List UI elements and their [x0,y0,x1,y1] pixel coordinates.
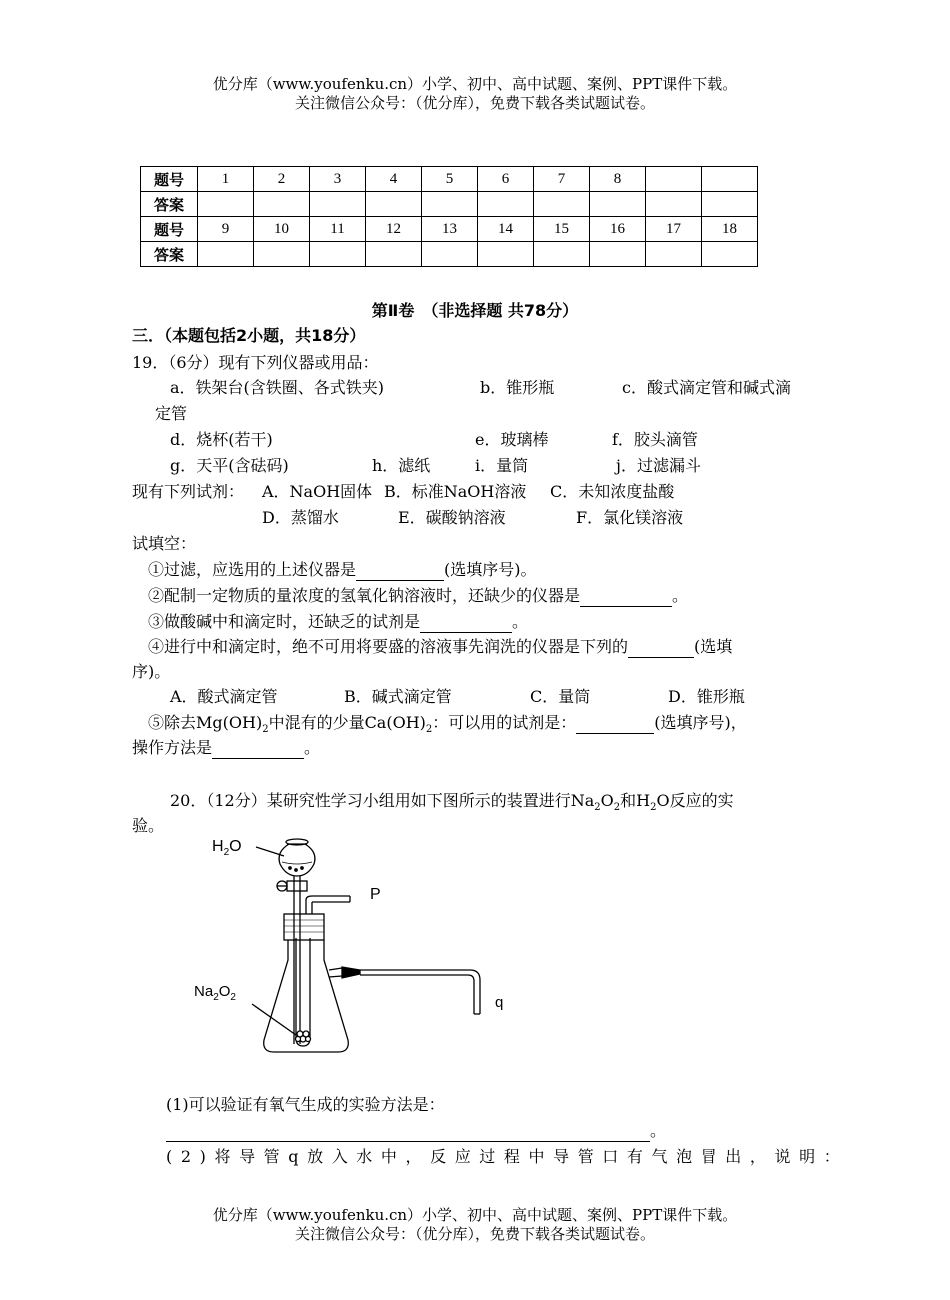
question-number-cell: 4 [366,167,422,192]
subscript: 2 [650,802,657,814]
side-arm [329,968,342,977]
question-number-cell: 2 [254,167,310,192]
q19-sub-1-text: ①过滤，应选用的上述仪器是 [148,560,357,579]
question-number-cell: 6 [478,167,534,192]
footer-line-1: 优分库（www.youfenku.cn）小学、初中、高中试题、案例、PPT课件下载。 [212,1206,738,1224]
q20-intro-a: 20．（12分）某研究性学习小组用如下图所示的装置进行Na [170,791,595,810]
question-number-cell: 10 [254,217,310,242]
q20-intro-c: 和H [620,791,651,810]
q20-intro-b: O [600,791,614,810]
question-number-cell: 7 [534,167,590,192]
q19-sub-2-end: 。 [672,586,689,605]
answer-cell[interactable] [198,242,254,267]
question-number-cell: 16 [590,217,646,242]
answer-blank[interactable] [576,713,654,734]
label-na2o2 [194,983,236,1003]
q19-sub-5-text-d: (选填序号)， [654,713,747,732]
question-number-cell: 15 [534,217,590,242]
answer-table [140,166,758,267]
q19-item-a: a．铁架台(含铁圈、各式铁夹) [170,378,385,397]
question-number-cell: 11 [310,217,366,242]
q19-reagent-c: C．未知浓度盐酸 [550,482,675,501]
header-line-2: 关注微信公众号：（优分库），免费下载各类试题试卷。 [294,94,655,112]
rubber-connector [342,967,360,978]
table-row [141,217,758,242]
q19-sub-4 [148,637,732,658]
label-p: P [370,886,381,903]
q19-reagents-prefix: 现有下列试剂： [132,482,245,501]
question-number-cell: 3 [310,167,366,192]
q19-item-j: j．过滤漏斗 [616,456,701,475]
answer-cell[interactable] [310,192,366,217]
q19-sub-4-end: (选填 [694,637,733,656]
q20-intro-d: O反应的实 [656,791,734,810]
liquid-level [282,862,312,864]
answer-cell[interactable] [366,242,422,267]
question-number-cell: 17 [646,217,702,242]
label-h2o [212,838,242,858]
q19-option-c: C．量筒 [530,687,591,706]
answer-cell[interactable] [422,192,478,217]
q20-intro-cont: 验。 [132,816,165,835]
question-number-cell: 18 [702,217,758,242]
table-row [141,167,758,192]
subscript: 2 [223,847,230,859]
label-h2o-a: H [212,838,224,855]
question-number-cell [702,167,758,192]
answer-cell[interactable] [198,192,254,217]
q19-sub-5-text-e: 操作方法是 [132,738,213,757]
q19-sub-3-text: ③做酸碱中和滴定时，还缺乏的试剂是 [148,612,421,631]
question-number-cell: 5 [422,167,478,192]
q19-sub-3 [148,612,528,633]
subscript: 2 [613,802,621,814]
q19-sub-2-text: ②配制一定物质的量浓度的氢氧化钠溶液时，还缺少的仪器是 [148,586,581,605]
answer-cell[interactable] [590,242,646,267]
question-number-cell: 1 [198,167,254,192]
question-number-cell: 8 [590,167,646,192]
q19-sub-2 [148,586,688,607]
subscript: 2 [230,992,236,1003]
q19-sub-3-end: 。 [512,612,529,631]
answer-blank[interactable] [628,637,694,658]
footer-line-2: 关注微信公众号：（优分库），免费下载各类试题试卷。 [294,1225,655,1243]
answer-cell[interactable] [534,242,590,267]
answer-blank[interactable] [420,612,512,633]
q19-sub-5-end: 。 [304,738,321,757]
q19-item-d: d．烧杯(若干) [170,430,273,449]
tube-q [360,970,480,1014]
q19-sub-1-end: (选填序号)。 [444,560,537,579]
q19-reagent-e: E．碳酸钠溶液 [398,508,506,527]
q20-intro [170,791,734,818]
q19-item-e: e．玻璃棒 [475,430,549,449]
q19-option-d: D．锥形瓶 [668,687,745,706]
q19-sub-5 [148,713,747,740]
row-label: 题号 [141,217,198,242]
q20-part-1-end: 。 [650,1121,667,1140]
q19-sub-4-text: ④进行中和滴定时，绝不可用将要盛的溶液事先润洗的仪器是下列的 [148,637,629,656]
question-number-cell: 12 [366,217,422,242]
answer-cell[interactable] [702,192,758,217]
label-na2o2-a: Na [194,983,214,1000]
answer-cell[interactable] [534,192,590,217]
leader-h2o [256,847,284,856]
answer-blank[interactable] [212,738,304,759]
q19-item-b: b．锥形瓶 [480,378,555,397]
question-number-cell: 14 [478,217,534,242]
answer-cell[interactable] [478,242,534,267]
q19-item-c: c．酸式滴定管和碱式滴 [622,378,791,397]
section-title: 第Ⅱ卷 （非选择题 共78分） [371,301,579,320]
stopcock [287,881,307,891]
answer-cell[interactable] [366,192,422,217]
answer-cell[interactable] [310,242,366,267]
q19-sub-5-text-b: 中混有的少量Ca(OH) [268,713,426,732]
q19-reagent-f: F．氯化镁溶液 [576,508,684,527]
q19-fill-prompt: 试填空： [132,534,197,553]
q19-reagent-b: B．标准NaOH溶液 [384,482,527,501]
q19-reagent-d: D．蒸馏水 [262,508,339,527]
question-number-cell [646,167,702,192]
rubber-stopper [284,914,324,940]
table-row [141,242,758,267]
table-row [141,192,758,217]
answer-blank[interactable] [166,1121,650,1142]
q20-part-2: (2)将导管q放入水中，反应过程中导管口有气泡冒出，说明： [166,1147,849,1166]
q19-item-g: g．天平(含砝码) [170,456,289,475]
test-tube [296,938,310,1046]
subscript: 2 [425,724,433,736]
label-na2o2-b: O [218,983,231,1000]
q19-reagent-a: A．NaOH固体 [262,482,373,501]
q19-option-b: B．碱式滴定管 [344,687,452,706]
question-number-cell: 13 [422,217,478,242]
answer-cell[interactable] [422,242,478,267]
subscript: 2 [594,802,601,814]
q19-item-f: f．胶头滴管 [612,430,698,449]
label-h2o-b: O [229,838,242,855]
q19-intro: 19．（6分）现有下列仪器或用品： [132,353,379,372]
q19-sub-5-text-a: ⑤除去Mg(OH) [148,713,263,732]
label-q: q [495,994,504,1011]
answer-cell[interactable] [254,192,310,217]
subscript: 2 [213,992,219,1003]
answer-cell[interactable] [646,242,702,267]
answer-cell[interactable] [478,192,534,217]
question-number-cell: 9 [198,217,254,242]
header-line-1: 优分库（www.youfenku.cn）小学、初中、高中试题、案例、PPT课件下载。 [212,75,738,93]
q19-sub-4-cont: 序)。 [132,662,171,681]
q19-sub-5-cont [132,738,320,759]
row-label: 题号 [141,167,198,192]
answer-cell[interactable] [590,192,646,217]
q20-part-1: (1)可以验证有氧气生成的实验方法是： [166,1095,445,1114]
answer-cell[interactable] [254,242,310,267]
q20-part-1-answer [166,1121,666,1142]
q19-sub-5-text-c: ：可以用的试剂是： [432,713,577,732]
answer-cell[interactable] [702,242,758,267]
q19-item-i: i．量筒 [475,456,529,475]
q19-item-c-cont: 定管 [155,404,188,423]
q19-sub-1 [148,560,537,581]
answer-blank[interactable] [580,586,672,607]
row-label: 答案 [141,192,198,217]
tube-p [306,896,350,914]
part-title: 三．（本题包括2小题，共18分） [132,326,366,345]
answer-cell[interactable] [646,192,702,217]
answer-blank[interactable] [356,560,444,581]
subscript: 2 [262,724,269,736]
apparatus-diagram [190,830,530,1070]
q19-item-h: h．滤纸 [372,456,431,475]
q19-option-a: A．酸式滴定管 [170,687,278,706]
row-label: 答案 [141,242,198,267]
